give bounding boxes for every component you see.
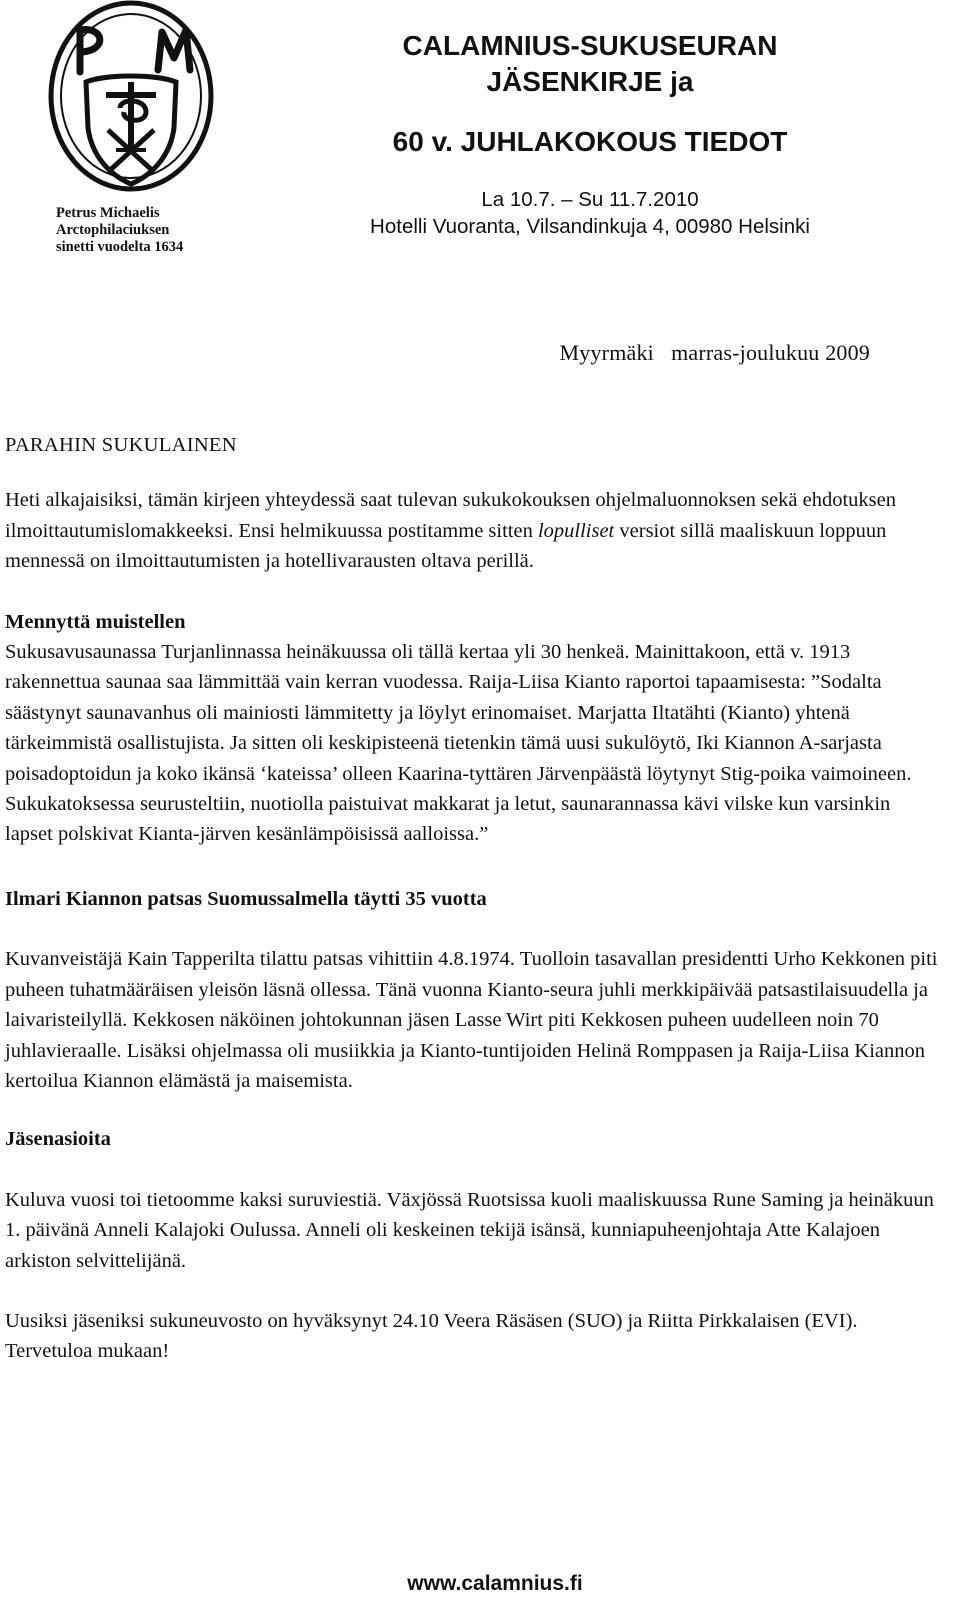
intro-italic: lopulliset	[537, 519, 615, 542]
intro-text-1: Heti alkajaisiksi, tämän kirjeen yhteydessä saat tulevan sukukokouksen ohjelmaluonnoksen sekä ehdotuksen ilmoittautumislomakkeeksi. Ensi helmikuussa postitamme sitten	[5, 489, 896, 542]
title-line-1: CALAMNIUS-SUKUSEURAN	[402, 30, 778, 61]
seal-caption-line-2: Arctophilaciuksen	[56, 222, 170, 238]
section-heading-statue: Ilmari Kiannon patsas Suomussalmella täytti 35 vuotta	[5, 887, 487, 910]
section-body-memories: Sukusavusaunassa Turjanlinnassa heinäkuussa oli tällä kertaa yli 30 henkeä. Mainittakoon, että v. 1913 rakennettua saunaa saa lämmittää vain kerran vuodessa. Raija-Liisa Kianto raportoi tapaamisesta: ”Sodalta säästynyt saunavanhus oli mainiosti lämmitetty ja löylyt erinomaiset. Marjatta Iltatähti (Kianto) yhtenä tärkeimmistä osallistujista. Ja sitten oli keskipisteenä tietenkin tämä uusi sukulöytö, Iki Kiannon A-sarjasta poisadoptoidun ja koko ikänsä ‘kateissa’ olleen Kaarina-tyttären Järvenpäästä löytynyt Stig-poika vaimoineen. Sukukatoksessa seurusteltiin, nuotiolla paistuivat makkarat ja letut, saunarannassa kävi vilske kun varsinkin lapset polskivat Kianta-järven kesänlämpöisissä aalloissa.”	[5, 641, 912, 846]
section-body-statue: Kuvanveistäjä Kain Tapperilta tilattu patsas vihittiin 4.8.1974. Tuolloin tasavallan presidentti Urho Kekkonen piti puheen tuhatmääräisen yleisön läsnä ollessa. Tänä vuonna Kianto-seura juhli merkkipäivää patsastilaisuudella ja laivaristeilyllä. Kekkosen näköinen johtokunnan jäsen Lasse Wirt piti Kekkosen puheen uudelleen noin 70 juhlavieraalle. Lisäksi ohjelmassa oli musiikkia ja Kianto-tuntijoiden Helinä Romppasen ja Raija-Liisa Kiannon kertoilua Kiannon elämästä ja maisemista.	[5, 948, 938, 1092]
event-date: La 10.7. – Su 11.7.2010	[481, 188, 699, 211]
title-line-2: JÄSENKIRJE ja	[486, 66, 694, 97]
section-body-members-2: Uusiksi jäseniksi sukuneuvosto on hyväksynyt 24.10 Veera Räsäsen (SUO) ja Riitta Pirkkalaisen (EVI). Tervetuloa mukaan!	[5, 1309, 858, 1363]
subtitle: 60 v. JUHLAKOKOUS TIEDOT	[392, 126, 788, 157]
seal-caption	[56, 205, 246, 256]
section-heading-memories: Mennyttä muistellen	[5, 610, 186, 633]
seal-caption-line-1: Petrus Michaelis	[56, 205, 160, 221]
seal	[38, 0, 218, 270]
footer-website: www.calamnius.fi	[407, 1572, 583, 1595]
seal-caption-line-3: sinetti vuodelta 1634	[56, 239, 184, 255]
intro-text-2: versiot sillä maaliskuun loppuun mennessä on ilmoittautumisten ja hotellivarausten oltava perillä.	[5, 519, 887, 573]
intro-paragraph	[5, 485, 940, 576]
section-body-members-1: Kuluva vuosi toi tietoomme kaksi suruviestiä. Växjössä Ruotsissa kuoli maaliskuussa Rune Saming ja heinäkuun 1. päivänä Anneli Kalajoki Oulussa. Anneli oli keskeinen tekijä isänsä, kunniapuheenjohtaja Atte Kalajoen arkiston selvittelijänä.	[5, 1188, 934, 1272]
letter-body	[5, 430, 940, 1367]
letter-date-line: Myyrmäki marras-joulukuu 2009	[559, 340, 870, 365]
section-heading-members: Jäsenasioita	[5, 1128, 111, 1151]
event-venue: Hotelli Vuoranta, Vilsandinkuja 4, 00980 Helsinki	[370, 215, 810, 238]
header	[330, 28, 850, 240]
seal-emblem-icon	[46, 0, 216, 200]
greeting: PARAHIN SUKULAINEN	[5, 434, 237, 456]
